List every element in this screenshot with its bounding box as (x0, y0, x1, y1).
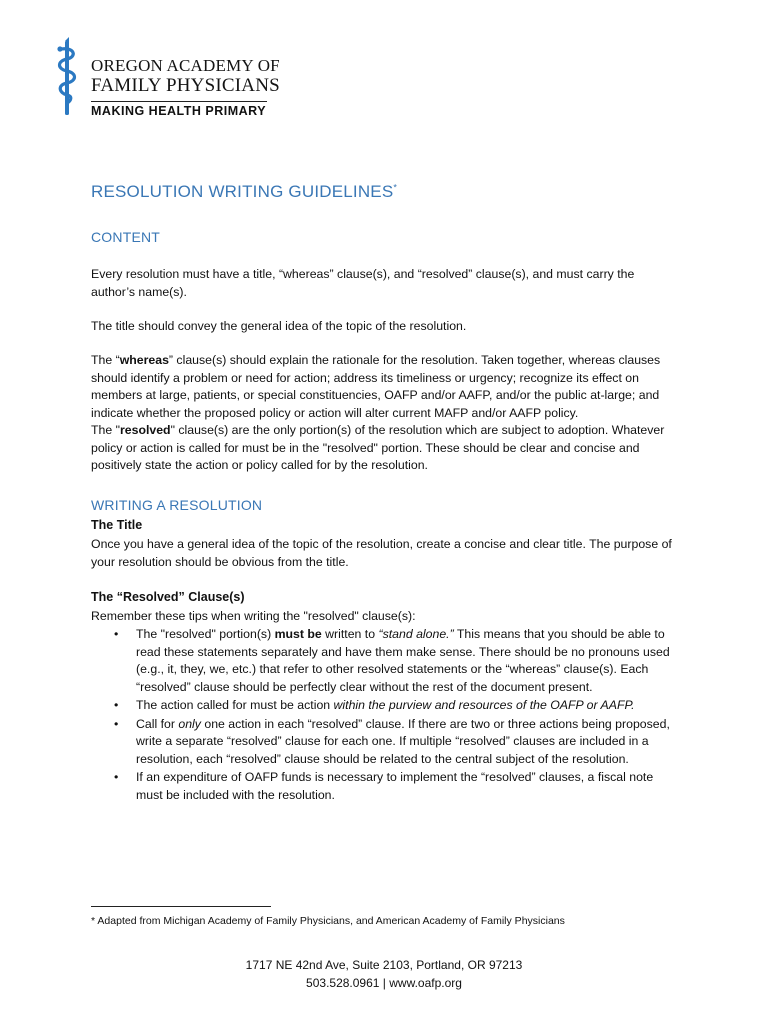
title-text: RESOLUTION WRITING GUIDELINES (91, 182, 394, 201)
document-title (91, 182, 397, 202)
title-paragraph: Once you have a general idea of the topic of the resolution, create a concise and clear title. The purpose of your resolution should be obvious from the title. (91, 537, 672, 569)
resolved-term: resolved (119, 423, 171, 437)
title-footnote-marker: * (393, 182, 398, 193)
resolved-intro: Remember these tips when writing the "resolved" clause(s): (91, 609, 416, 623)
content-paragraph-1: Every resolution must have a title, “whereas” clause(s), and “resolved” clause(s), and must carry the author’s name(s). (91, 267, 635, 299)
text-run: If an expenditure of OAFP funds is necessary to implement the “resolved” clauses, a fiscal note must be included with the resolution. (136, 770, 654, 802)
text-run: one action in each “resolved” clause. If there are two or three actions being proposed, write a separate “resolved” clause for each one. If multiple “resolved” clauses are included in a resolution, each “resolved” clause should be related to the central subject of the resolution. (136, 716, 670, 766)
text-run: The action called for must be action (136, 698, 334, 712)
text-run: The "resolved" portion(s) (136, 627, 275, 641)
emphasis-bold: must be (274, 627, 322, 641)
emphasis-italic: “stand alone.” (378, 627, 454, 641)
emphasis-italic: within the purview and resources of the OAFP or AAFP. (333, 698, 635, 712)
text-run: " clause(s) are the only portion(s) of the resolution which are subject to adoption. Whatever policy or action is called for must be in the "resolved" portion. These should be clear and concise and positively state the action or policy called for by the resolution. (91, 423, 665, 472)
footnote: * Adapted from Michigan Academy of Family Physicians, and American Academy of Family Physicians (91, 915, 565, 927)
content-heading: CONTENT (91, 229, 161, 245)
text-run: Call for (136, 716, 179, 731)
text-run: The “ (91, 353, 120, 367)
list-item (91, 697, 676, 715)
org-name-line2: FAMILY PHYSICIANS (91, 75, 280, 96)
org-name-line1: OREGON ACADEMY OF (91, 56, 280, 75)
org-logo (55, 37, 285, 117)
caduceus-icon (55, 37, 81, 117)
org-tagline: MAKING HEALTH PRIMARY (91, 101, 267, 118)
text-run: written to (321, 627, 379, 641)
title-subheading: The Title (91, 518, 143, 532)
whereas-paragraph (91, 352, 676, 475)
text-run: ” clause(s) should explain the rationale for the resolution. Taken together, whereas clauses should identify a problem or need for action; address its timeliness or urgency; recognize its effect on members at large, patients, or special constituencies, OAFP and/or AAFP, and/or the public at-large; and indicate whether the proposed policy or action will alter current MAFP and/or AAFP policy. (91, 353, 661, 420)
footnote-divider (91, 906, 271, 907)
content-paragraph-2: The title should convey the general idea of the topic of the resolution. (91, 319, 467, 333)
footer-address: 1717 NE 42nd Ave, Suite 2103, Portland, OR 97213 (245, 958, 523, 972)
text-run: This means that you should be able to read these statements separately and have them make sense. There should be no pronouns used (e.g., it, they, we, etc.) that refer to other resolved statements or the “whereas” clause(s). Each “resolved” clause should be perfectly clear without the rest of the document present. (136, 627, 670, 694)
resolved-subheading: The “Resolved” Clause(s) (91, 590, 245, 604)
whereas-term: whereas (119, 353, 169, 367)
text-run: The " (91, 423, 120, 437)
resolved-tips-list (91, 626, 676, 805)
list-item (91, 769, 676, 804)
emphasis-italic: only (178, 716, 201, 731)
writing-heading: WRITING A RESOLUTION (91, 497, 263, 513)
footer-contact: 503.528.0961 | www.oafp.org (306, 976, 462, 990)
list-item (91, 716, 676, 769)
list-item (91, 626, 676, 696)
